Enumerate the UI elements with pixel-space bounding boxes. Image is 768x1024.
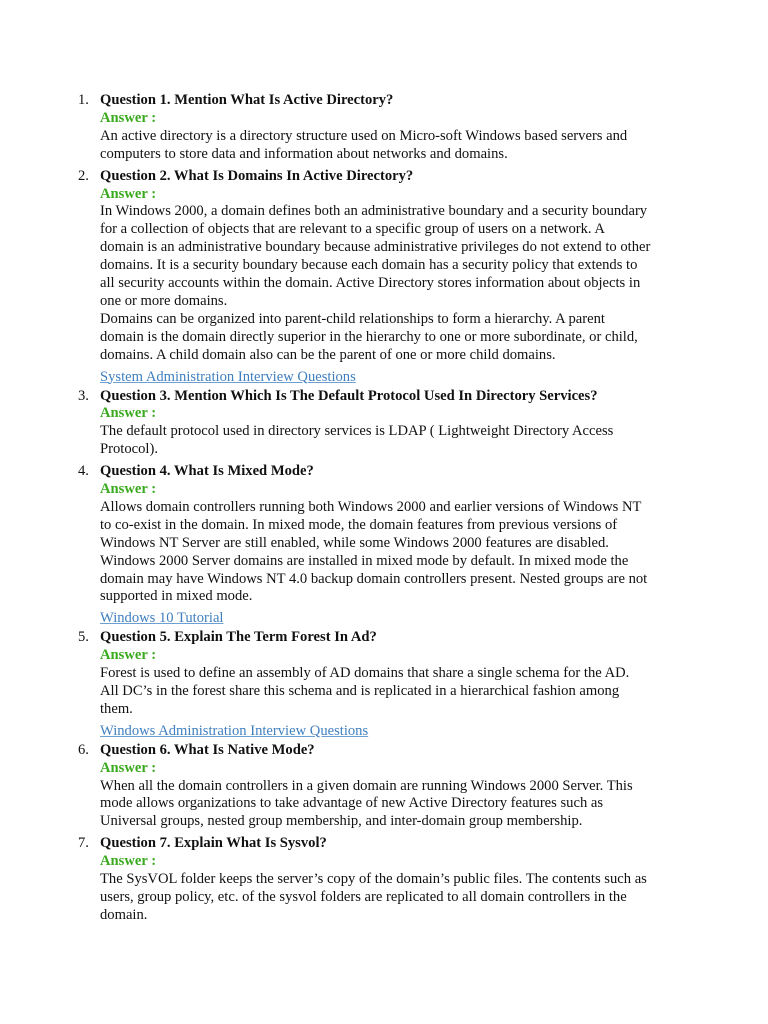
answer-label: Answer : <box>100 759 157 776</box>
answer-text-line: domain is an administrative boundary because administrative privileges do not extend to other <box>100 239 651 256</box>
answer-label: Answer : <box>100 185 157 202</box>
answer-text-line: The default protocol used in directory services is LDAP ( Lightweight Directory Access <box>100 423 614 440</box>
answer-label: Answer : <box>100 647 157 664</box>
answer-text-line: supported in mixed mode. <box>100 588 253 605</box>
item-number: 5. <box>78 629 89 646</box>
list-item <box>0 835 768 925</box>
answer-text-line: Universal groups, nested group membership, and inter-domain group membership. <box>100 813 583 830</box>
answer-text-line: Windows NT Server are still enabled, while some Windows 2000 features are disabled. <box>100 534 609 551</box>
item-number: 1. <box>78 92 89 108</box>
answer-text-line: domain. <box>100 906 148 923</box>
answer-text-line: All DC’s in the forest share this schema and is replicated in a hierarchical fashion among <box>100 683 620 699</box>
answer-text-line: Protocol). <box>100 441 158 458</box>
answer-text-line: users, group policy, etc. of the sysvol folders are replicated to all domain controllers in the <box>100 888 627 905</box>
answer-label: Answer : <box>100 481 157 498</box>
answer-text-line: all security accounts within the domain. Active Directory stores information about objects in <box>100 275 641 292</box>
answer-text-line: When all the domain controllers in a given domain are running Windows 2000 Server. This <box>100 777 633 794</box>
answer-text-line: mode allows organizations to take advantage of new Active Directory features such as <box>100 795 604 812</box>
answer-text-line: for a collection of objects that are relevant to a specific group of users on a network. A <box>100 221 605 238</box>
item-number: 7. <box>78 835 89 852</box>
answer-text-line: In Windows 2000, a domain defines both an administrative boundary and a security boundary <box>100 203 648 220</box>
answer-text-line: Allows domain controllers running both Windows 2000 and earlier versions of Windows NT <box>100 498 642 515</box>
answer-text-line: Domains can be organized into parent-child relationships to form a hierarchy. A parent <box>100 310 605 327</box>
answer-text-line: Forest is used to define an assembly of AD domains that share a single schema for the AD. <box>100 665 630 682</box>
question-heading: Question 7. Explain What Is Sysvol? <box>100 835 327 852</box>
list-item <box>0 629 768 719</box>
question-heading: Question 4. What Is Mixed Mode? <box>100 463 314 480</box>
list-item <box>0 92 768 164</box>
item-number: 3. <box>78 387 89 404</box>
answer-text-line: domains. It is a security boundary because each domain has a security policy that extends to <box>100 257 638 274</box>
list-item <box>0 388 768 460</box>
answer-text-line: Windows 2000 Server domains are installed in mixed mode by default. In mixed mode the <box>100 552 629 569</box>
item-number: 2. <box>78 167 89 184</box>
question-heading: Question 6. What Is Native Mode? <box>100 741 315 758</box>
question-heading: Question 2. What Is Domains In Active Directory? <box>100 167 414 184</box>
answer-text-line: domain may have Windows NT 4.0 backup domain controllers present. Nested groups are not <box>100 570 648 587</box>
answer-text-line: The SysVOL folder keeps the server’s copy of the domain’s public files. The contents such as <box>100 871 647 888</box>
answer-text-line: one or more domains. <box>100 292 228 309</box>
list-item <box>0 463 768 606</box>
question-heading: Question 1. Mention What Is Active Directory? <box>100 92 394 108</box>
related-link[interactable]: Windows 10 Tutorial <box>100 610 224 627</box>
question-heading: Question 3. Mention Which Is The Default Protocol Used In Directory Services? <box>100 387 598 404</box>
list-item <box>0 742 768 832</box>
item-number: 4. <box>78 463 89 480</box>
answer-text-line: to co-exist in the domain. In mixed mode, the domain features from previous versions of <box>100 516 618 533</box>
answer-text-line: them. <box>100 700 133 717</box>
related-link[interactable]: System Administration Interview Questions <box>100 368 356 385</box>
answer-label: Answer : <box>100 853 157 870</box>
answer-text-line: domains. A child domain also can be the parent of one or more child domains. <box>100 346 556 363</box>
answer-text-line: computers to store data and information about networks and domains. <box>100 145 508 162</box>
related-link[interactable]: Windows Administration Interview Questions <box>100 722 369 739</box>
answer-text-line: An active directory is a directory structure used on Micro-soft Windows based servers and <box>100 127 628 144</box>
list-item <box>0 168 768 365</box>
question-heading: Question 5. Explain The Term Forest In Ad? <box>100 629 377 646</box>
answer-label: Answer : <box>100 109 157 126</box>
answer-text-line: domain is the domain directly superior in the hierarchy to one or more subordinate, or child, <box>100 328 638 345</box>
answer-label: Answer : <box>100 405 157 422</box>
item-number: 6. <box>78 741 89 758</box>
document-page <box>0 92 768 929</box>
